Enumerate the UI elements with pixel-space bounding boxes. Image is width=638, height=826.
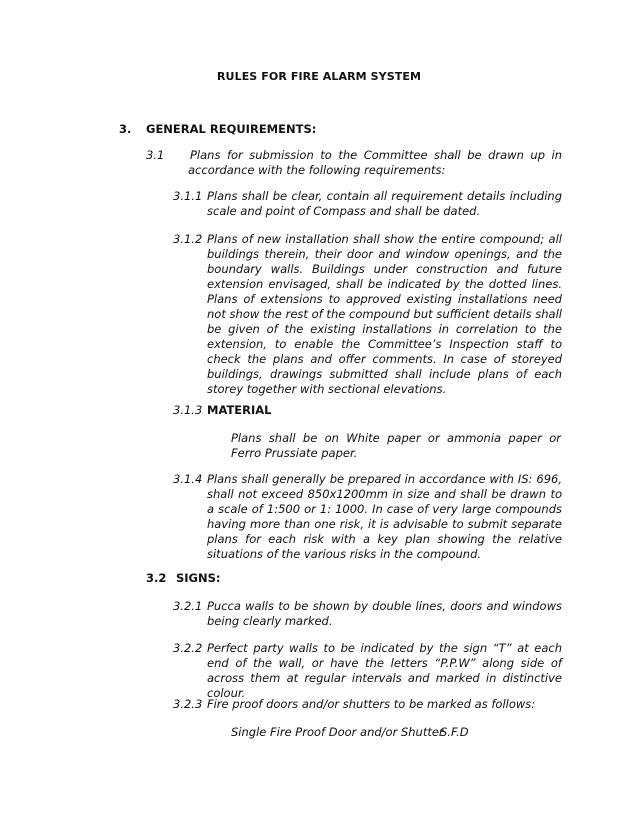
clause-number: 3.2.1 — [173, 599, 203, 613]
clause-number: 3.2.2 — [173, 641, 203, 655]
clause-text: Plans shall be on White paper or ammonia paper or Ferro Prussiate paper. — [231, 431, 561, 460]
clause-number: 3.1.1 — [173, 189, 203, 203]
clause-number: 3.1.3 — [173, 403, 203, 417]
clause-number: 3.2.3 — [173, 697, 203, 711]
clause-number: 3.1.4 — [173, 472, 203, 486]
section-number: 3.2 — [146, 571, 167, 585]
clause-text: Perfect party walls to be indicated by the sign “T” at each end of the wall, or have the letters “P.P.W” along side of across them at regular intervals and marked in distinctive colour. — [207, 641, 562, 700]
clause-text: Plans shall generally be prepared in accordance with IS: 696, shall not exceed 850x1200mm in size and shall be drawn to a scale of 1:500 or 1: 1000. In case of very large compounds having more than one risk, it is advisable to submit separate plans for each risk with a key plan showing the relative situations of the various risks in the compound. — [207, 472, 562, 561]
section-heading: SIGNS: — [176, 571, 221, 585]
sign-item-code: S.F.D — [440, 725, 469, 739]
clause-heading: MATERIAL — [207, 403, 272, 417]
clause-text: Pucca walls to be shown by double lines, doors and windows being clearly marked. — [207, 599, 562, 628]
sign-item-label: Single Fire Proof Door and/or Shutter — [231, 725, 444, 739]
clause-text: Plans shall be clear, contain all requirement details including scale and point of Compass and shall be dated. — [207, 189, 562, 218]
clause-text: Plans of new installation shall show the entire compound; all buildings therein, their door and window openings, and the boundary walls. Buildings under construction and future extension envisaged, shall be indicated by the dotted lines. Plans of extensions to approved existing installations need not show the rest of the compound but sufficient details shall be given of the existing installations in correlation to the extension, to enable the Committee’s Inspection staff to check the plans and offer comments. In case of storeyed buildings, drawings submitted shall include plans of each storey together with sectional elevations. — [207, 232, 562, 396]
clause-number: 3.1.2 — [173, 232, 203, 246]
clause-text: Plans for submission to the Committee shall be drawn up in accordance with the following requirements: — [188, 148, 562, 177]
section-heading: GENERAL REQUIREMENTS: — [146, 122, 317, 136]
document-title: RULES FOR FIRE ALARM SYSTEM — [216, 70, 422, 83]
clause-number: 3.1 — [146, 148, 165, 162]
clause-text: Fire proof doors and/or shutters to be marked as follows: — [207, 697, 536, 711]
section-number: 3. — [119, 122, 132, 136]
